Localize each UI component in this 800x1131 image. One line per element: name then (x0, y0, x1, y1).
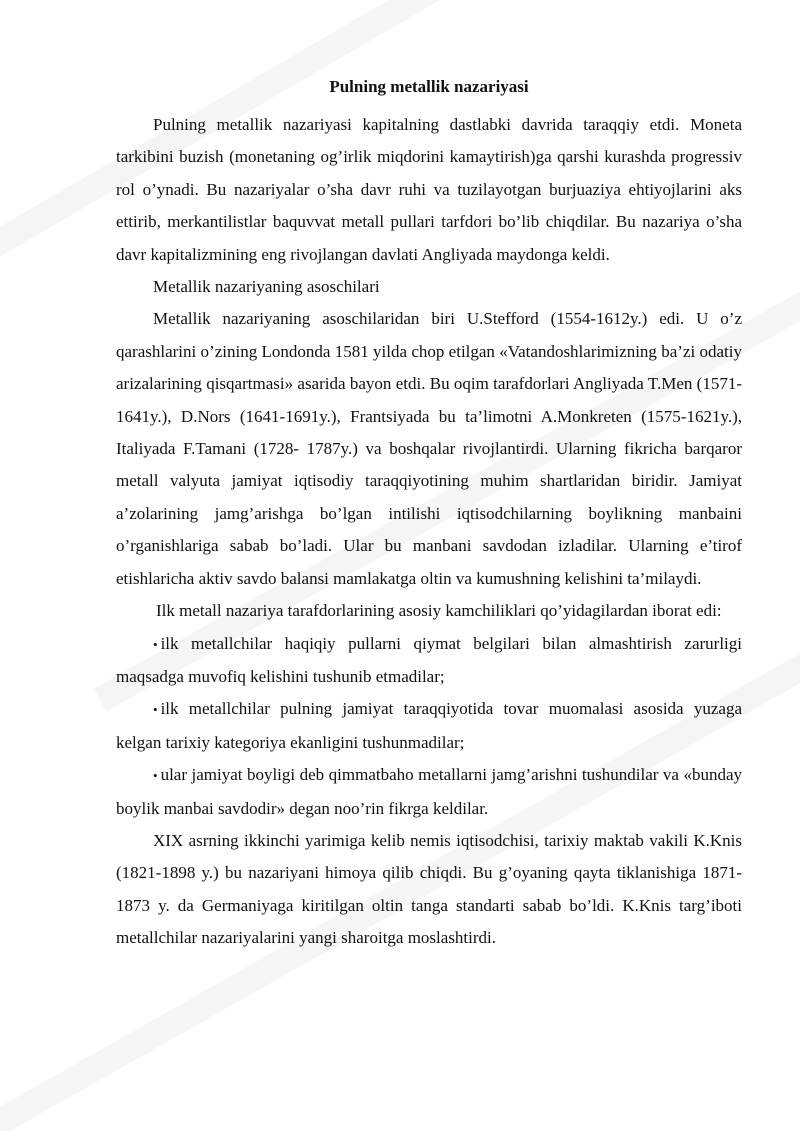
section-heading-founders: Metallik nazariyaning asoschilari (153, 277, 380, 297)
bullet-item (116, 693, 742, 759)
shortcomings-intro-paragraph: Ilk metall nazariya tarafdorlarining asosiy kamchiliklari qo’yidagilardan iborat edi: (156, 601, 722, 621)
intro-paragraph: Pulning metallik nazariyasi kapitalning dastlabki davrida taraqqiy etdi. Moneta tarkibini buzish (monetaning og’irlik miqdorini kamaytirish)ga qarshi kurashda progressiv rol o’ynadi. Bu nazariyalar o’sha davr ruhi va tuzilayotgan burjuaziya ehtiyojlarini aks ettirib, merkantilistlar baquvvat metall pullari tarfdori bo’lib chiqdilar. Bu nazariya o’sha davr kapitalizmining eng rivojlangan davlati Angliyada maydonga keldi. (116, 115, 742, 264)
document-page (116, 76, 742, 955)
document-title: Pulning metallik nazariyasi (329, 77, 529, 96)
bullet-item (116, 628, 742, 694)
closing-paragraph: XIX asrning ikkinchi yarimiga kelib nemis iqtisodchisi, tarixiy maktab vakili K.Knis (1821-1898 y.) bu nazariyani himoya qilib chiqdi. Bu g’oyaning qayta tiklanishiga 1871-1873 y. da Germaniyaga kiritilgan oltin tanga standarti sabab bo’ldi. K.Knis targ’iboti metallchilar nazariyalarini yangi sharoitga moslashtirdi. (116, 830, 742, 948)
bullet-icon: • (153, 768, 158, 784)
bullet-item (116, 759, 742, 825)
bullet-icon: • (153, 702, 158, 718)
founders-paragraph: Metallik nazariyaning asoschilaridan biri U.Stefford (1554-1612y.) edi. U o’z qarashlarini o’zining Londonda 1581 yilda chop etilgan «Vatandoshlarimizning ba’zi odatiy arizalarining qisqartmasi» asarida bayon etdi. Bu oqim tarafdorlari Angliyada T.Men (1571-1641y.), D.Nors (1641-1691y.), Frantsiyada bu ta’limotni A.Monkreten (1575-1621y.), Italiyada F.Tamani (1728- 1787y.) va boshqalar rivojlantirdi. Ularning fikricha barqaror metall valyuta jamiyat iqtisodiy taraqqiyotining muhim shartlaridan biridir. Jamiyat a’zolarining jamg’arishga bo’lgan intilishi iqtisodchilarning boylikning manbaini o’rganishlariga sabab bo’ladi. Ular bu manbani savdodan izladilar. Ularning e’tirof etishlaricha aktiv savdo balansi mamlakatga oltin va kumushning kelishini ta’milaydi. (116, 309, 742, 588)
bullet-text: ular jamiyat boyligi deb qimmatbaho metallarni jamg’arishni tushundilar va «bunday boylik manbai savdodir» degan noo’rin fikrga keldilar. (116, 765, 742, 818)
bullet-text: ilk metallchilar haqiqiy pullarni qiymat belgilari bilan almashtirish zarurligi maqsadga muvofiq kelishini tushunib etmadilar; (116, 633, 742, 686)
bullet-icon: • (153, 636, 158, 652)
bullet-text: ilk metallchilar pulning jamiyat taraqqiyotida tovar muomalasi asosida yuzaga kelgan tarixiy kategoriya ekanligini tushunmadilar; (116, 699, 742, 752)
